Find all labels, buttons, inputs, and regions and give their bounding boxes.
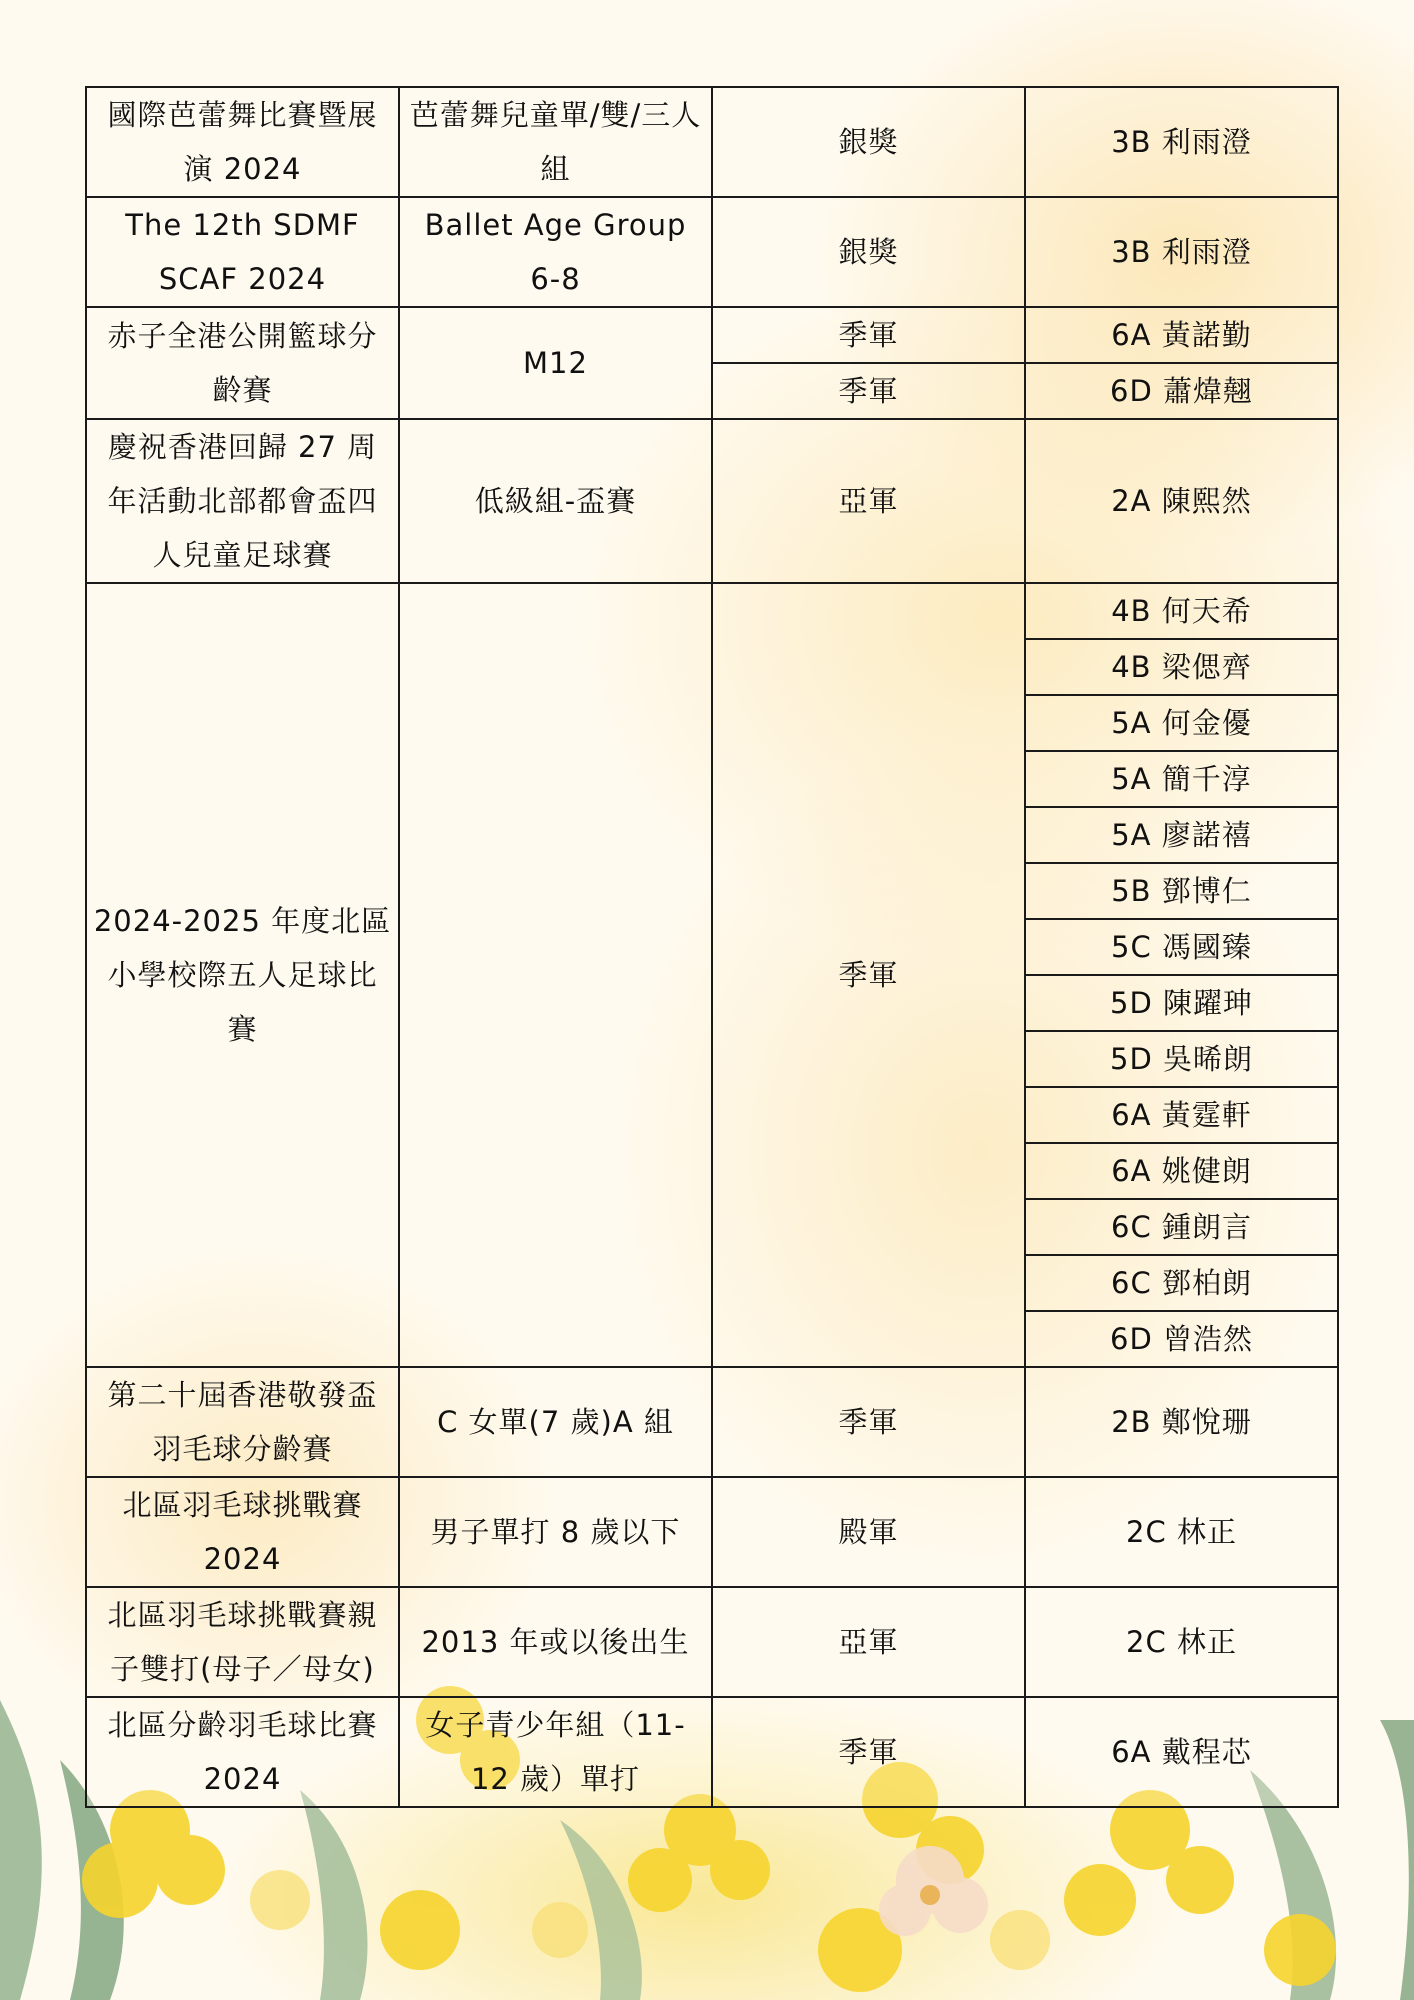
- award-cell: 季軍: [712, 307, 1025, 363]
- student-cell: 4B 梁偲齊: [1025, 639, 1338, 695]
- competition-cell: 慶祝香港回歸 27 周年活動北部都會盃四人兒童足球賽: [86, 419, 399, 583]
- category-cell: 女子青少年組（11-12 歲）單打: [399, 1697, 712, 1807]
- awards-table: [85, 86, 1339, 1808]
- competition-cell: 第二十屆香港敬發盃羽毛球分齡賽: [86, 1367, 399, 1477]
- student-cell: 5B 鄧博仁: [1025, 863, 1338, 919]
- award-cell: 季軍: [712, 1697, 1025, 1807]
- table-row: [86, 419, 1338, 583]
- award-cell: 季軍: [712, 583, 1025, 1367]
- student-cell: 5A 簡千淳: [1025, 751, 1338, 807]
- student-cell: 6A 黃諾勤: [1025, 307, 1338, 363]
- table-row: [86, 1697, 1338, 1807]
- student-cell: 6D 曾浩然: [1025, 1311, 1338, 1367]
- competition-cell: 北區羽毛球挑戰賽 2024: [86, 1477, 399, 1587]
- student-cell: 6A 黃霆軒: [1025, 1087, 1338, 1143]
- student-cell: 2C 林正: [1025, 1477, 1338, 1587]
- category-cell: Ballet Age Group 6-8: [399, 197, 712, 307]
- award-cell: 亞軍: [712, 1587, 1025, 1697]
- competition-cell: 北區分齡羽毛球比賽 2024: [86, 1697, 399, 1807]
- student-cell: 5D 陳躍珅: [1025, 975, 1338, 1031]
- table-row: [86, 1587, 1338, 1697]
- award-cell: 殿軍: [712, 1477, 1025, 1587]
- student-cell: 2A 陳熙然: [1025, 419, 1338, 583]
- student-cell: 3B 利雨澄: [1025, 197, 1338, 307]
- award-cell: 季軍: [712, 363, 1025, 419]
- table-row: [86, 583, 1338, 639]
- category-cell: M12: [399, 307, 712, 419]
- student-cell: 6C 鍾朗言: [1025, 1199, 1338, 1255]
- competition-cell: The 12th SDMF SCAF 2024: [86, 197, 399, 307]
- category-cell: 芭蕾舞兒童單/雙/三人組: [399, 87, 712, 197]
- category-cell: 男子單打 8 歲以下: [399, 1477, 712, 1587]
- award-cell: 亞軍: [712, 419, 1025, 583]
- student-cell: 5D 吳晞朗: [1025, 1031, 1338, 1087]
- table-row: [86, 197, 1338, 307]
- student-cell: 6A 戴程芯: [1025, 1697, 1338, 1807]
- student-cell: 2C 林正: [1025, 1587, 1338, 1697]
- student-cell: 5A 何金優: [1025, 695, 1338, 751]
- category-cell: C 女單(7 歲)A 組: [399, 1367, 712, 1477]
- student-cell: 6C 鄧柏朗: [1025, 1255, 1338, 1311]
- competition-cell: 2024-2025 年度北區小學校際五人足球比賽: [86, 583, 399, 1367]
- student-cell: 5C 馮國臻: [1025, 919, 1338, 975]
- student-cell: 6A 姚健朗: [1025, 1143, 1338, 1199]
- student-cell: 4B 何天希: [1025, 583, 1338, 639]
- category-cell: 2013 年或以後出生: [399, 1587, 712, 1697]
- table-row: [86, 1367, 1338, 1477]
- competition-cell: 國際芭蕾舞比賽暨展演 2024: [86, 87, 399, 197]
- student-cell: 2B 鄭悅珊: [1025, 1367, 1338, 1477]
- award-cell: 銀獎: [712, 87, 1025, 197]
- student-cell: 6D 蕭煒翹: [1025, 363, 1338, 419]
- competition-cell: 赤子全港公開籃球分齡賽: [86, 307, 399, 419]
- table-row: [86, 307, 1338, 363]
- table-row: [86, 1477, 1338, 1587]
- table-row: [86, 87, 1338, 197]
- student-cell: 3B 利雨澄: [1025, 87, 1338, 197]
- category-cell: 低級組-盃賽: [399, 419, 712, 583]
- student-cell: 5A 廖諾禧: [1025, 807, 1338, 863]
- competition-cell: 北區羽毛球挑戰賽親子雙打(母子／母女): [86, 1587, 399, 1697]
- award-cell: 銀獎: [712, 197, 1025, 307]
- award-cell: 季軍: [712, 1367, 1025, 1477]
- category-cell: [399, 583, 712, 1367]
